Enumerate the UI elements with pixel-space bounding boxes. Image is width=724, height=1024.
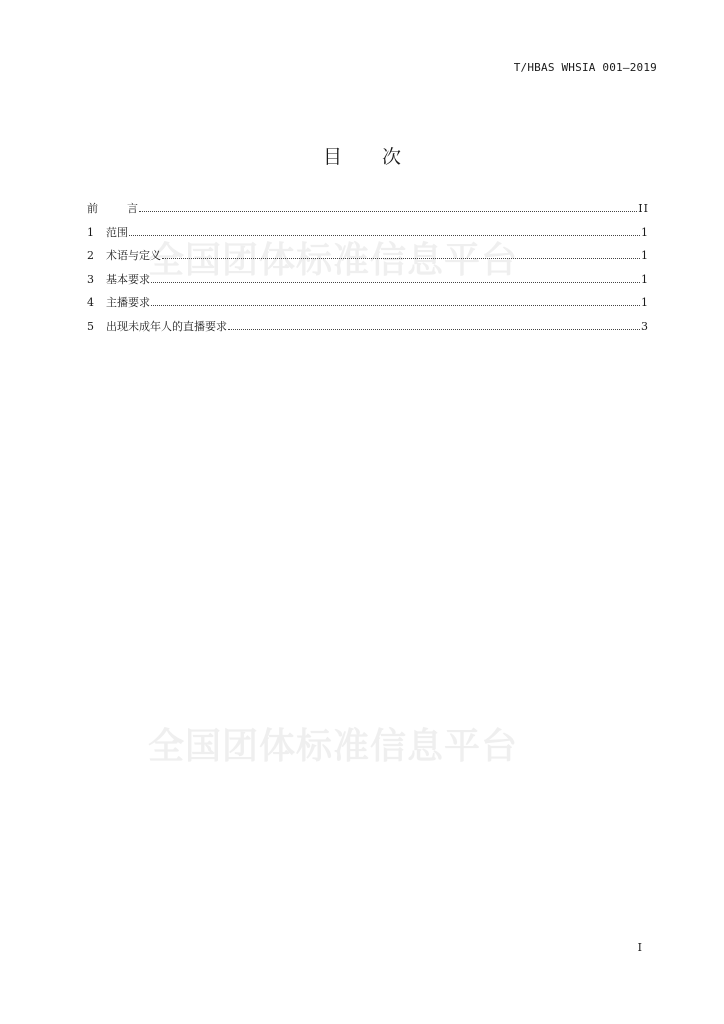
- toc-leader: [228, 328, 640, 330]
- toc-entry-number: 1: [87, 225, 94, 239]
- toc-entry-label: 主播要求: [106, 296, 150, 309]
- toc-entry[interactable]: [87, 294, 649, 318]
- toc-leader: [151, 281, 640, 283]
- document-code: T/HBAS WHSIA 001—2019: [513, 61, 657, 74]
- toc-title-part1: 目: [322, 146, 342, 168]
- toc-entry-label: [87, 200, 138, 216]
- page-number: I: [637, 941, 642, 954]
- toc-entry-page: 1: [641, 249, 649, 262]
- toc-entry-page: II: [638, 202, 649, 215]
- watermark: 全国团体标准信息平台: [148, 240, 519, 281]
- toc-entry-label: 基本要求: [106, 272, 150, 286]
- toc-entry-label: 出现未成年人的直播要求: [106, 319, 227, 333]
- toc-entry-page: 3: [641, 319, 649, 333]
- toc-entry[interactable]: [87, 271, 649, 295]
- toc-preface-char1: 前: [87, 202, 98, 215]
- toc-entry-page: 1: [641, 225, 649, 239]
- toc-entry-page: 1: [641, 272, 649, 286]
- toc-entry-preface[interactable]: [87, 200, 649, 224]
- table-of-contents: [87, 200, 649, 341]
- toc-entry-page: 1: [641, 296, 649, 309]
- toc-entry-label: 术语与定义: [106, 249, 161, 262]
- toc-leader: [162, 257, 640, 259]
- toc-entry[interactable]: [87, 247, 649, 271]
- toc-title: [0, 142, 724, 169]
- toc-entry[interactable]: [87, 224, 649, 248]
- toc-entry-number: 4: [87, 296, 94, 309]
- toc-entry-number: 3: [87, 272, 94, 286]
- toc-leader: [139, 210, 637, 212]
- toc-entry[interactable]: [87, 318, 649, 342]
- toc-title-part2: 次: [382, 146, 402, 168]
- watermark: 全国团体标准信息平台: [148, 726, 519, 767]
- toc-preface-char2: 言: [127, 202, 138, 215]
- toc-entry-number: 2: [87, 249, 94, 262]
- toc-entry-label: 范围: [106, 225, 128, 239]
- toc-leader: [129, 234, 640, 236]
- toc-leader: [151, 304, 640, 306]
- toc-entry-number: 5: [87, 319, 94, 333]
